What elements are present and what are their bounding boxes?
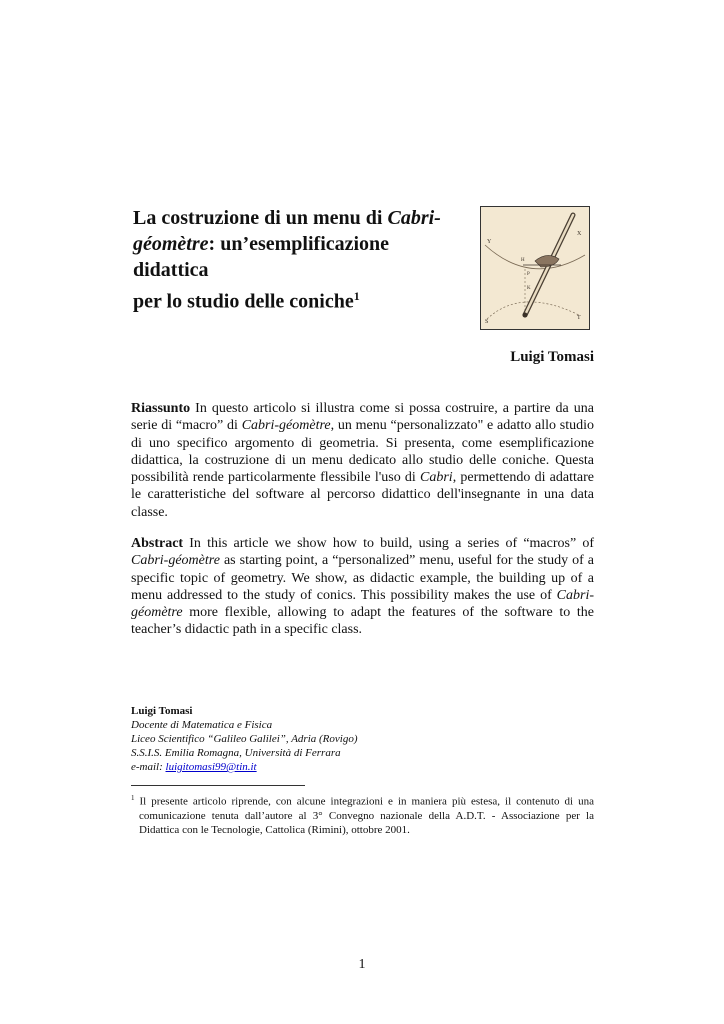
riassunto-text: In questo articolo si illustra come si possa costruire, a partire da una serie di “macro” di: [131, 401, 594, 434]
riassunto-text: , un menu “personalizzato" e adatto allo studio di uno specifico argomento di geometria. Si presenta, come esemplificazione didattica, la costruzione di un menu dedicato allo studio delle coniche. Questa possibilità rende particolarmente flessibile l'uso di: [131, 418, 594, 486]
affiliation-name: Luigi Tomasi: [131, 705, 193, 717]
abstract-italic: Cabri-géomètre: [131, 553, 220, 569]
abstract-italic: Cabri-géomètre: [131, 587, 594, 621]
riassunto-label: Riassunto: [131, 401, 191, 416]
abstract-label: Abstract: [131, 536, 184, 551]
affiliation-role: Docente di Matematica e Fisica: [131, 719, 273, 731]
footnote: [131, 791, 594, 837]
footnote-divider: [131, 785, 305, 786]
footnote-text: Il presente articolo riprende, con alcune integrazioni e in maniera più estesa, il contenuto di una comunicazione tenuta dall’autore al 3° Convegno nazionale della A.D.T. - Associazione per la Didattica con le Tecnologie, Cattolica (Rimini), ottobre 2001.: [134, 795, 594, 836]
email-label: e-mail:: [131, 761, 166, 773]
author-name: Luigi Tomasi: [510, 349, 594, 365]
riassunto-paragraph: [131, 400, 594, 521]
abstract-paragraph: [131, 535, 594, 639]
affiliation-university: S.S.I.S. Emilia Romagna, Università di Ferrara: [131, 747, 341, 759]
figure-label: K: [527, 286, 531, 291]
email-link[interactable]: luigitomasi99@tin.it: [165, 761, 257, 773]
figure-label: H: [521, 258, 525, 263]
title-footnote-marker: 1: [353, 289, 360, 303]
title-italic-cabri: Cabri-: [387, 207, 441, 229]
riassunto-italic: Cabri-géomètre: [241, 418, 331, 434]
abstract-text: In this article we show how to build, using a series of “macros” of: [183, 536, 594, 551]
title-text: : un’esemplificazione didattica: [133, 233, 390, 281]
abstract-text: more flexible, allowing to adapt the features of the software to the teacher’s didactic path in a specific class.: [131, 605, 594, 638]
riassunto-italic: Cabri: [420, 470, 453, 486]
page-number: 1: [358, 957, 366, 972]
paper-title: [133, 205, 468, 315]
title-text: per lo studio delle coniche: [133, 290, 354, 313]
riassunto-text: , permettendo di adattare le caratteristiche del software al percorso didattico dell'insegnante in una data classe.: [131, 470, 594, 520]
figure-label: S: [485, 319, 489, 325]
ellipsograph-drawing: [481, 207, 589, 329]
figure-label: X: [577, 231, 582, 237]
historical-figure-image: [480, 206, 590, 330]
author-affiliation: [131, 704, 358, 774]
footnote-marker: 1: [131, 794, 135, 802]
affiliation-school: Liceo Scientifico “Galileo Galilei”, Adria (Rovigo): [131, 733, 358, 745]
affiliation-email-line: [131, 760, 358, 774]
figure-label: P: [527, 272, 530, 277]
abstract-text: as starting point, a “personalized” menu, useful for the study of a specific topic of geometry. We show, as didactic example, the building up of a menu addressed to the study of conics. This possibility makes the use of: [131, 553, 594, 603]
title-italic-geometre: géomètre: [133, 233, 209, 255]
figure-label: Y: [487, 239, 492, 245]
title-text: La costruzione di un menu di: [133, 207, 388, 229]
figure-label: T: [577, 315, 581, 321]
